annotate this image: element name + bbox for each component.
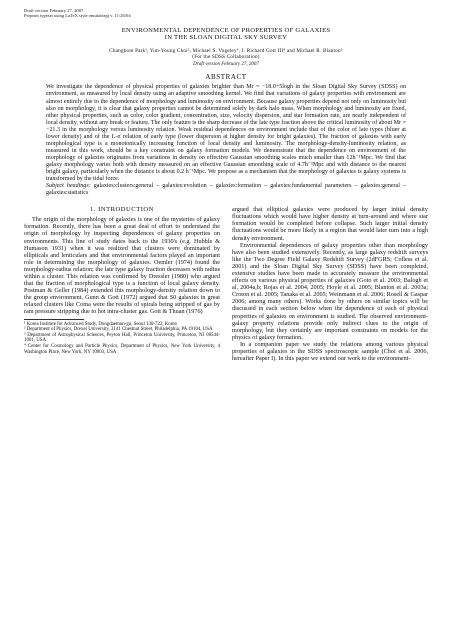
preprint-line: Preprint typeset using LaTeX style emulateapj v. 11/26/04 [24,13,131,19]
collaboration-line: (For the SDSS Collaboration) [192,54,260,61]
footnote-3: ³ Department of Astrophysical Sciences, Peyton Hall, Princeton University, Princeton, NJ 08544-1001, USA [24,332,220,344]
abstract-heading: ABSTRACT [205,73,247,82]
keywords-list: galaxies:clusters:general – galaxies:evolution – galaxies:formation – galaxies:fundamental parameters – galaxies:general – galaxies:statistics [46,183,406,197]
footnote-1: ¹ Korea Institute for Advanced Study, Dongdaemun-gu, Seoul 130-722, Korea [24,321,177,327]
subject-headings [46,183,406,197]
intro-paragraph-continued: argued that elliptical galaxies were produced by larger initial density fluctuations which would have higher density at turn-around and where star formation would be completed before collapse. Such larger initial density fluctuations would be more likely in a region that would later turn into a high density environment. [232,206,428,242]
abstract-text: We investigate the dependence of physical properties of galaxies brighter than Mr = −18.0+5logh in the Sloan Digital Sky Survey (SDSS) on environment, as measured by local density using an adaptive smoothing kernel. We find that variations of galaxy properties with environment are almost entirely due to the dependence of morphology and luminosity on environment. Because galaxy properties depend not only on luminosity but also on morphology, it is clear that galaxy properties cannot be determined solely by dark halo mass. When morphology and luminosity are fixed, other physical properties, such as color, color gradient, concentration, size, velocity dispersion, and star formation rate, are nearly independent of local density, without any break or feature. The only feature is the sharp decrease of the late type fraction above the critical luminosity of about Mr = −21.3 in the morphology versus luminosity relation. Weak residual dependences on environment include that of the color of late types (bluer at lower density) and of the L-σ relation of early type (lower dispersion at higher density for bright galaxies). The fraction of galaxies with early morphological type is a monotonically increasing function of local density and luminosity. The morphology-density-luminosity relation, as measured in this work, should be a key constraint on galaxy formation models. We demonstrate that the dependence on environment of the morphology of galaxies originates from variations in density on effective Gaussian smoothing scales much smaller than 12h⁻¹Mpc. We find that galaxy morphology varies both with density measured on an effective Gaussian smoothing scale of 4.7h⁻¹Mpc and with distance to the nearest bright galaxy, particularly when the distance is about 0.2 h⁻¹Mpc. We propose as a mechanism that the morphology of galaxies is galaxy systems is transformed by the tidal force. [46,84,406,183]
title-line-2: IN THE SLOAN DIGITAL SKY SURVEY [164,34,288,42]
footnote-rule [24,319,84,320]
intro-paragraph-3: In a companion paper we study the relations among various physical properties of galaxies in the SDSS spectroscopic sample (Choi et al. 2006, hereafter Paper I). In this paper we extend our work to the environment- [232,340,428,363]
draft-version: Draft version February 27, 2007 [193,62,259,68]
footnote-4: ⁴ Center for Cosmology and Particle Physics, Department of Physics, New York University, 4 Washington Place, New York, NY 10003, USA [24,343,220,355]
author-list: Changbom Park¹, Yun-Young Choi², Michael S. Vogeley³, J. Richard Gott III⁴ and Michael R. Blanton⁵ [109,48,343,54]
paper-title [24,27,428,42]
title-line-1: ENVIRONMENTAL DEPENDENCE OF PROPERTIES OF GALAXIES [121,26,331,34]
section-heading: 1. INTRODUCTION [90,206,154,214]
intro-paragraph-2: Environmental dependences of galaxy properties other than morphology have also been studied extensively. Recently, as large galaxy redshift surveys like the Two Degree Field Galaxy Redshift Survey (2dFGRS; Colless et al. 2001) and the Sloan Digital Sky Survey (SDSS) have been completed, extensive studies have been made to accurately measure the environmental effects on various physical properties of galaxies (Goto et al. 2003; Balogh et al. 2004a,b; Rojas et al. 2004, 2005; Hoyle et al. 2005; Blanton et al. 2003a; Croton et al. 2005; Tanaka et al. 2005; Weinmann et al. 2006; Rosell & Gaspar 2006; among many others). Works done by others on similar topics will be discussed in each section below when the dependence of each of physical properties of galaxies on environment is studied. The observed environment-galaxy property relations provide only indirect clues to the origin of morphology, but they certainly are important constraints on models for the physics of galaxy formation. [232,241,428,341]
body-columns [24,206,428,362]
intro-paragraph-1: The origin of the morphology of galaxies is one of the mysteries of galaxy formation. Recently, there has been a great deal of effort to understand the origin of morphology by inspecting dependences of galaxy properties on environments. This line of study dates back to the 1930's (e.g. Hubble & Humason 1931) when it was realized that clusters were dominated by ellipticals and lenticulars and that environmental factors played an important role in determining the morphology of galaxies. Oemler (1974) found the morphology-radius relation; the late type galaxy fraction decreases with radius within a cluster. This relation was confirmed by Dressler (1980) who argued that the fraction of morphological type is a function of local galaxy density. Postman & Geller (1984) extended this morphology-density relation down to the group environment. Gunn & Gott (1972) argued that S0 galaxies in great relaxed clusters like Coma were the results of spirals being stripped of gas by ram pressure stripping due to hot intra-cluster gas. Gott & Thuan (1976) [24,216,220,316]
keywords-label: Subject headings: [46,183,91,190]
right-column [232,206,428,362]
left-column [24,206,220,362]
author-block [24,48,428,60]
footnote-2: ² Department of Physics, Drexel University, 3141 Chestnut Street, Philadelphia, PA 19104, USA [24,327,213,333]
draft-line: Draft version February 27, 2007 [24,8,84,13]
